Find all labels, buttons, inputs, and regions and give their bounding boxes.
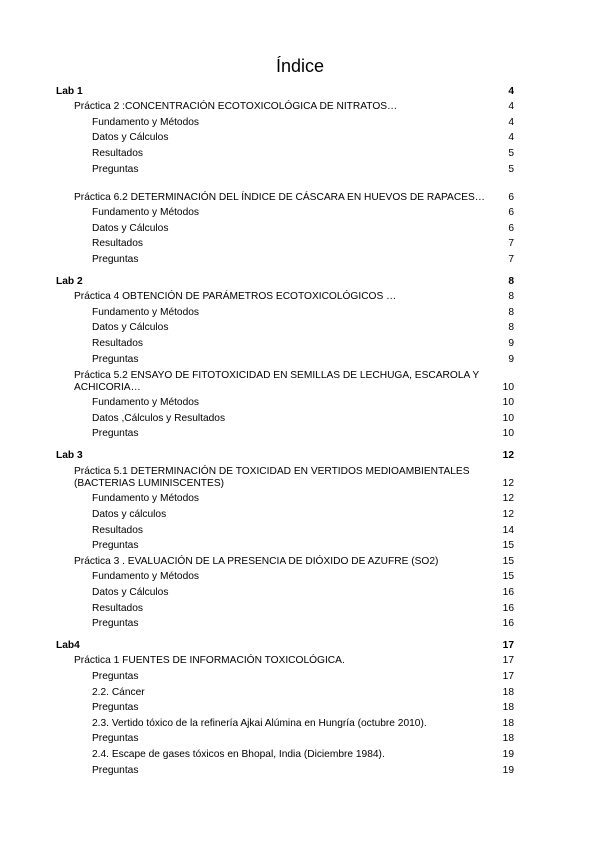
toc-page-number: 18 [502,733,514,745]
toc-page-number: 12 [502,449,514,461]
toc-entry-text: Fundamento y Métodos [92,397,200,409]
toc-subentry[interactable] [56,303,514,319]
toc-page-number: 6 [508,222,514,234]
toc-entry-text: Práctica 1 FUENTES DE INFORMACIÓN TOXICOLÓGICA. [74,655,345,667]
toc-subentry[interactable] [56,160,514,176]
toc-entry-text: Fundamento y Métodos [92,116,200,128]
toc-page-number: 10 [502,428,514,440]
toc-lab-1[interactable] [56,82,514,98]
toc-page-number: 12 [502,477,514,489]
toc-page-number: 14 [502,524,514,536]
toc-page-number: 17 [502,639,514,651]
toc-page-number: 19 [502,764,514,776]
toc-subentry[interactable] [56,204,514,220]
toc-page-number: 8 [508,322,514,334]
toc-page-number: 4 [508,85,514,97]
toc-subentry[interactable] [56,490,514,506]
toc-subentry[interactable] [56,113,514,129]
toc-page-number: 19 [502,748,514,760]
toc-entry-text: Datos ,Cálculos y Resultados [92,412,226,424]
toc-subentry[interactable] [56,761,514,777]
toc-page-number: 9 [508,353,514,365]
toc-entry-text: Datos y Cálculos [92,587,169,599]
toc-subentry[interactable] [56,521,514,537]
toc-entry-text: Preguntas [92,702,139,714]
toc-page-number: 4 [508,116,514,128]
toc-page-number: 16 [502,587,514,599]
toc-subentry[interactable] [56,334,514,350]
page-title: Índice [275,56,325,76]
toc-page-number: 10 [502,397,514,409]
toc-entry-text: Datos y Cálculos [92,322,169,334]
toc-subentry[interactable] [56,667,514,683]
toc-page-number: 17 [502,671,514,682]
toc-page-number: 10 [502,412,514,424]
toc-page-number: 8 [508,275,514,287]
toc-entry-text: Preguntas [92,253,139,265]
toc-page-number: 16 [502,602,514,614]
toc-page-number: 7 [508,253,514,265]
toc-subentry[interactable] [56,219,514,235]
toc-entry-text: Resultados [92,524,143,536]
toc-subentry[interactable] [56,235,514,251]
toc-page-number: 9 [508,337,514,349]
toc-entry-text: Lab 3 [56,449,83,461]
toc-entry-text: Fundamento y Métodos [92,306,200,318]
toc-practica[interactable] [56,652,514,668]
toc-page-number: 10 [502,381,514,393]
toc-entry-text: Práctica 5.2 ENSAYO DE FITOTOXICIDAD EN SEMILLAS DE LECHUGA, ESCAROLA Y ACHICORIA… [74,369,479,393]
toc-subentry[interactable] [56,144,514,160]
toc-entry-text: Lab 2 [56,275,83,287]
toc-page-number: 12 [502,493,514,505]
toc-entry-text: Fundamento y Métodos [92,493,200,505]
toc-lab-2[interactable] [56,272,514,288]
toc-subentry[interactable] [56,583,514,599]
toc-practica[interactable] [56,462,514,490]
toc-entry-text: Práctica 2 :CONCENTRACIÓN ECOTOXICOLÓGICA DE NITRATOS… [74,101,398,113]
toc-entry-text: Preguntas [92,733,139,745]
toc-entry-text: Preguntas [92,353,139,365]
toc-entry-text: Práctica 4 OBTENCIÓN DE PARÁMETROS ECOTOXICOLÓGICOS … [74,291,397,303]
toc-practica[interactable] [56,176,514,204]
toc-entry-text: Preguntas [92,671,139,682]
toc-subentry[interactable] [56,699,514,715]
toc-entry-text: Resultados [92,147,143,159]
toc-entry-text: 2.2. Cáncer [92,686,145,698]
toc-subentry[interactable] [56,350,514,366]
toc-entry-text: Práctica 3 . EVALUACIÓN DE LA PRESENCIA DE DIÓXIDO DE AZUFRE (SO2) [74,555,439,567]
toc-entry-text: Fundamento y Métodos [92,207,200,219]
toc-page-number: 16 [502,618,514,630]
toc-lab-3[interactable] [56,446,514,462]
toc-subentry[interactable] [56,250,514,266]
toc-entry-text: Práctica 5.1 DETERMINACIÓN DE TOXICIDAD EN VERTIDOS MEDIOAMBIENTALES (BACTERIAS LUMINISCENTES) [74,465,470,489]
toc-practica[interactable] [56,98,514,114]
toc-subentry[interactable] [56,129,514,145]
toc-entry-text: Lab 1 [56,85,83,97]
toc-page-number: 18 [502,717,514,729]
toc-subentry[interactable] [56,615,514,631]
toc-entry-text: Datos y cálculos [92,509,167,521]
toc-entry-text: Datos y Cálculos [92,222,169,234]
toc-page-number: 15 [502,571,514,583]
toc-entry-text: Lab4 [56,639,80,651]
toc-page-number: 5 [508,147,514,159]
toc-page-number: 4 [508,132,514,144]
toc-entry-text: Resultados [92,602,143,614]
toc-page-number: 15 [502,555,514,567]
toc-subentry[interactable] [56,505,514,521]
toc-entry-text: Preguntas [92,618,139,630]
toc-subentry[interactable] [56,745,514,761]
toc-entry-text: 2.3. Vertido tóxico de la refinería Ajkai Alúmina en Hungría (octubre 2010). [92,717,427,729]
toc-subentry[interactable] [56,714,514,730]
toc-page-number: 5 [508,163,514,175]
toc-subentry[interactable] [56,319,514,335]
toc-entry-text: Preguntas [92,163,139,175]
toc-entry-text: Práctica 6.2 DETERMINACIÓN DEL ÍNDICE DE CÁSCARA EN HUEVOS DE RAPACES… [74,191,485,203]
toc-entry-text: Resultados [92,337,143,349]
toc-page-number: 8 [508,291,514,303]
toc-entry-text: Resultados [92,238,143,250]
toc-subentry[interactable] [56,568,514,584]
toc-subentry[interactable] [56,394,514,410]
toc-practica[interactable] [56,366,514,394]
toc-entry-text: Preguntas [92,764,139,776]
toc-practica[interactable] [56,552,514,568]
toc-entry-text: Fundamento y Métodos [92,571,200,583]
toc-page-number: 17 [502,655,514,667]
toc-subentry[interactable] [56,683,514,699]
toc-page-number: 4 [508,101,514,113]
toc-page-number: 18 [502,702,514,714]
toc-entry-text: Datos y Cálculos [92,132,169,144]
toc-entry-text: Preguntas [92,428,139,440]
toc-subentry[interactable] [56,409,514,425]
toc-page-number: 6 [508,191,514,203]
toc-subentry[interactable] [56,730,514,746]
toc-subentry[interactable] [56,537,514,553]
table-of-contents [56,82,514,777]
toc-page-number: 7 [508,238,514,250]
toc-entry-text: Preguntas [92,540,139,552]
toc-page-number: 6 [508,207,514,219]
toc-page-number: 18 [502,686,514,698]
toc-practica[interactable] [56,288,514,304]
toc-page-number: 12 [502,509,514,521]
toc-entry-text: 2.4. Escape de gases tóxicos en Bhopal, India (Diciembre 1984). [92,748,385,760]
toc-subentry[interactable] [56,425,514,441]
toc-lab-4[interactable] [56,636,514,652]
toc-page-number: 15 [502,540,514,552]
toc-subentry[interactable] [56,599,514,615]
toc-page-number: 8 [508,306,514,318]
